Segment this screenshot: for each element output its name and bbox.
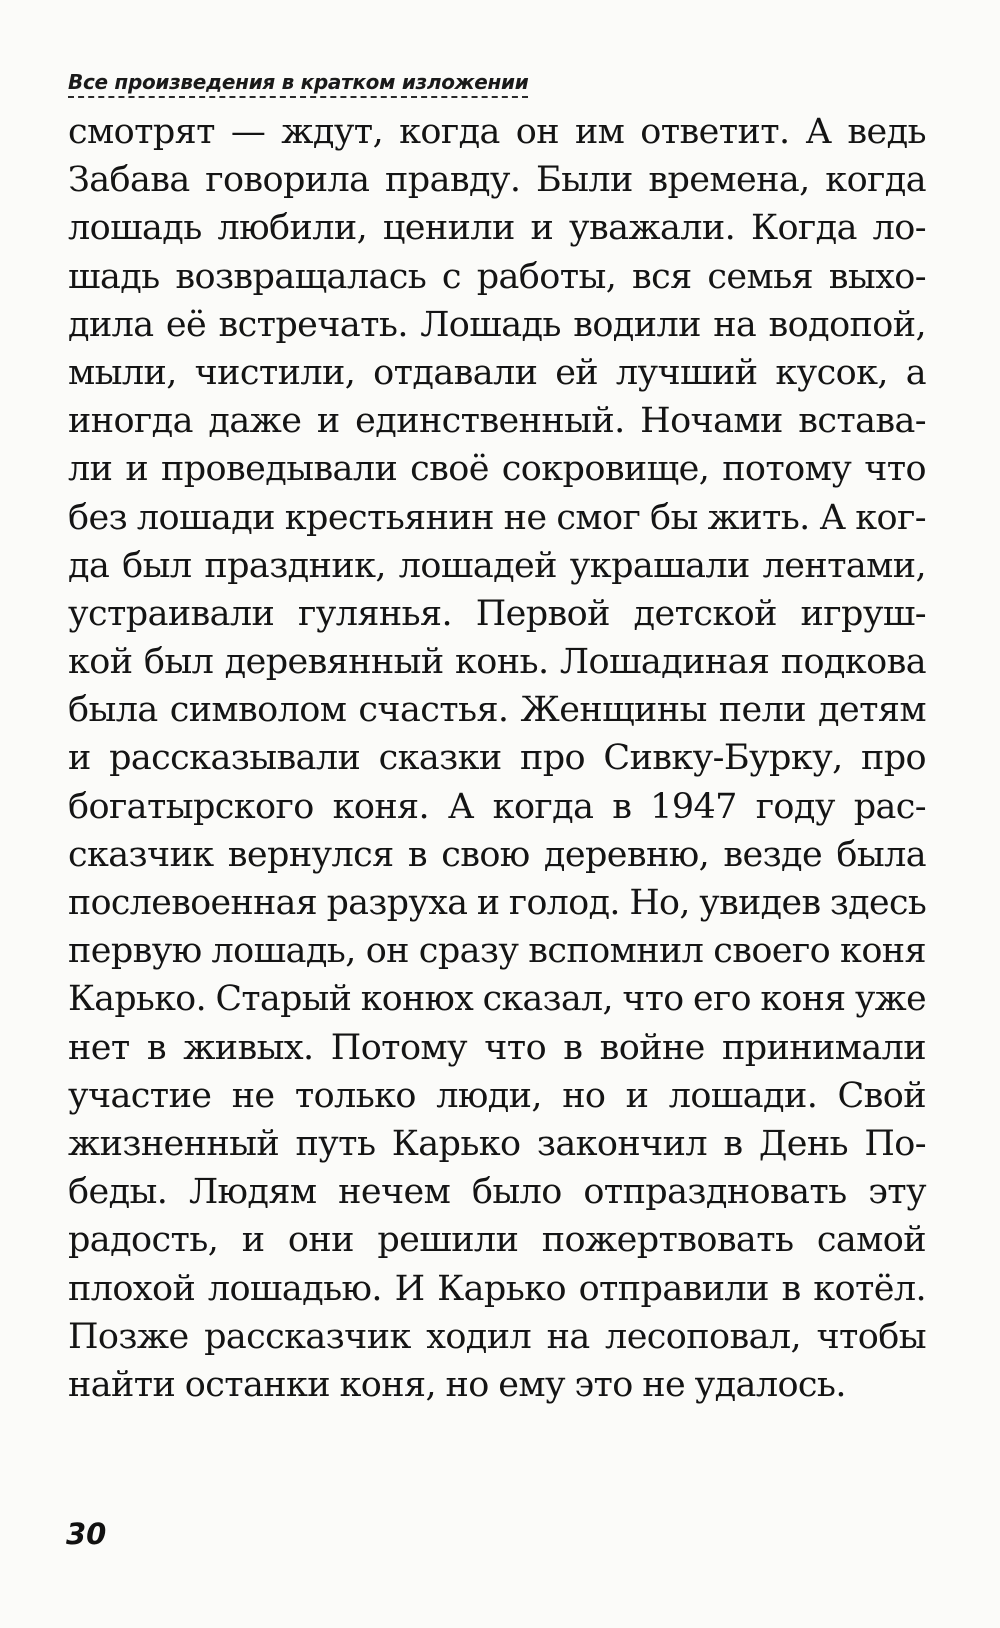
text-line: и рассказывали сказки про Сивку-Бурку, про: [68, 738, 926, 779]
text-line: первую лошадь, он сразу вспомнил своего коня: [68, 931, 926, 972]
text-line: радость, и они решили пожертвовать самой: [68, 1220, 926, 1261]
text-line: Забава говорила правду. Были времена, когда: [68, 160, 926, 201]
text-line: без лошади крестьянин не смог бы жить. А ког-: [68, 497, 926, 538]
text-line: была символом счастья. Женщины пели детям: [68, 690, 926, 731]
text-line: беды. Людям нечем было отпраздновать эту: [68, 1172, 926, 1213]
text-line: нет в живых. Потому что в войне принимали: [68, 1027, 926, 1068]
page-number: 30: [66, 1517, 107, 1551]
text-line: послевоенная разруха и голод. Но, увидев здесь: [68, 883, 927, 923]
text-line: смотрят — ждут, когда он им ответит. А ведь: [68, 112, 926, 152]
body-text: [68, 108, 926, 1409]
text-line: шадь возвращалась с работы, вся семья выхо-: [68, 256, 926, 297]
text-line: лошадь любили, ценили и уважали. Когда ло-: [68, 208, 926, 249]
text-line: плохой лошадью. И Карько отправили в котёл.: [68, 1268, 926, 1309]
text-line: жизненный путь Карько закончил в День По-: [68, 1123, 926, 1164]
text-line: да был праздник, лошадей украшали лентами,: [68, 545, 926, 586]
text-line: ли и проведывали своё сокровище, потому что: [68, 449, 926, 490]
text-line: сказчик вернулся в свою деревню, везде была: [68, 834, 926, 875]
text-line: устраивали гулянья. Первой детской игруш-: [68, 593, 926, 634]
text-line: богатырского коня. А когда в 1947 году рас-: [68, 786, 926, 827]
text-line: участие не только люди, но и лошади. Свой: [68, 1075, 926, 1116]
running-header: Все произведения в кратком изложении: [68, 70, 528, 98]
text-line: иногда даже и единственный. Ночами встава-: [68, 401, 926, 442]
text-line: дила её встречать. Лошадь водили на водопой,: [68, 304, 926, 345]
text-line: мыли, чистили, отдавали ей лучший кусок, а: [68, 352, 926, 393]
text-line: Карько. Старый конюх сказал, что его коня уже: [68, 979, 927, 1020]
text-line: кой был деревянный конь. Лошадиная подкова: [68, 642, 926, 683]
text-line: найти останки коня, но ему это не удалось.: [68, 1364, 846, 1405]
text-line: Позже рассказчик ходил на лесоповал, чтобы: [68, 1316, 926, 1357]
